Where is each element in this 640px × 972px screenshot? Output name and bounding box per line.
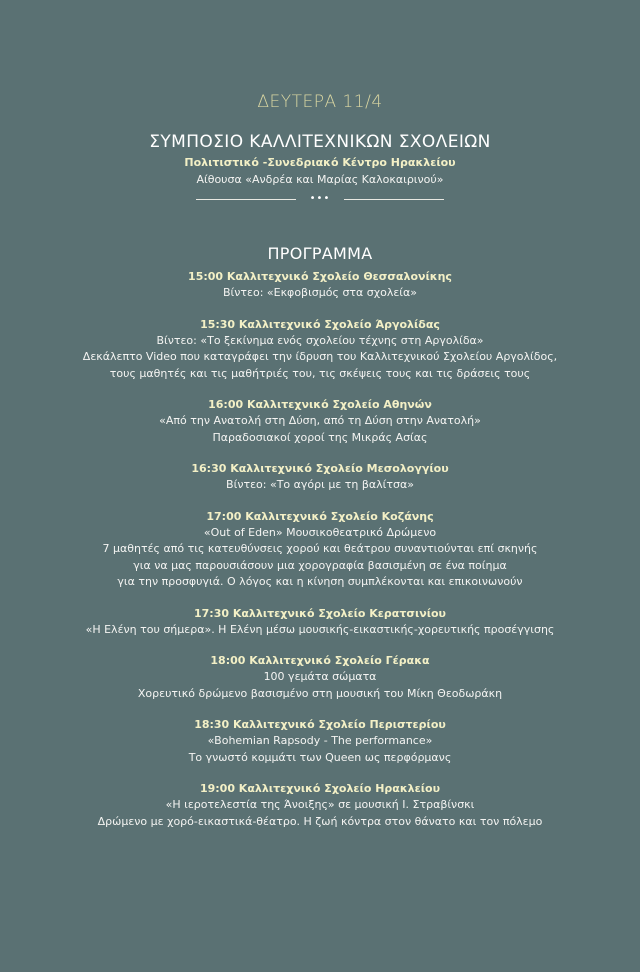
hall-name: Αίθουσα «Ανδρέα και Μαρίας Καλοκαιρινού» <box>196 173 444 186</box>
event-time-school: 17:30 Καλλιτεχνικό Σχολείο Κερατσινίου <box>194 606 446 620</box>
event-description: Το γνωστό κομμάτι των Queen ως περφόρμανς <box>188 750 452 764</box>
event-description: για να μας παρουσιάσουν μια χορογραφία βασισμένη σε ένα ποίημα <box>133 558 507 572</box>
program-event <box>0 460 640 494</box>
program-event <box>0 605 640 639</box>
event-description: «Bohemian Rapsody - The performance» <box>207 734 433 747</box>
event-description: 100 γεμάτα σώματα <box>263 670 377 683</box>
event-date: ΔΕΥΤΕΡΑ 11/4 <box>257 92 383 112</box>
divider-line-left <box>196 199 296 200</box>
event-description: Βίντεο: «Το ξεκίνημα ενός σχολείου τέχνης στη Αργολίδα» <box>156 333 484 347</box>
event-time-school: 15:30 Καλλιτεχνικό Σχολείο Άργολίδας <box>200 317 440 331</box>
program-event <box>0 652 640 702</box>
event-description: Χορευτικό δρώμενο βασισμένο στη μουσική του Μίκη Θεοδωράκη <box>137 686 503 700</box>
event-time-school: 19:00 Καλλιτεχνικό Σχολείο Ηρακλείου <box>199 782 441 795</box>
symposium-title: ΣΥΜΠΟΣΙΟ ΚΑΛΛΙΤΕΧΝΙΚΩΝ ΣΧΟΛΕΙΩΝ <box>149 132 491 152</box>
program-event <box>0 716 640 766</box>
event-time-school: 18:30 Καλλιτεχνικό Σχολείο Περιστερίου <box>194 718 446 731</box>
event-time-school: 18:00 Καλλιτεχνικό Σχολείο Γέρακα <box>210 654 430 667</box>
event-description: τους μαθητές και τις μαθήτριές του, τις σκέψεις τους και τις δράσεις τους <box>109 366 531 380</box>
event-time-school: 16:30 Καλλιτεχνικό Σχολείο Μεσολογγίου <box>191 462 449 475</box>
event-time-school: 17:00 Καλλιτεχνικό Σχολείο Κοζάνης <box>206 509 434 523</box>
program-event <box>0 396 640 446</box>
event-description: Δρώμενο με χορό-εικαστικά-θέατρο. Η ζωή κόντρα στον θάνατο και τον πόλεμο <box>97 814 543 828</box>
program-event <box>0 508 640 591</box>
program-title: ΠΡΟΓΡΑΜΜΑ <box>267 244 373 263</box>
event-description: Βίντεο: «Εκφοβισμός στα σχολεία» <box>222 286 417 299</box>
program-event <box>0 316 640 383</box>
event-description: «Η ιεροτελεστία της Άνοιξης» σε μουσική Ι. Στραβίνσκι <box>165 798 475 811</box>
program-event <box>0 268 640 302</box>
event-time-school: 15:00 Καλλιτεχνικό Σχολείο Θεσσαλονίκης <box>188 270 452 283</box>
event-description: 7 μαθητές από τις κατευθύνσεις χορού και θεάτρου συναντιούνται επί σκηνής <box>102 542 538 555</box>
program-events <box>0 268 640 844</box>
event-description: «Η Ελένη του σήμερα». Η Ελένη μέσω μουσικής-εικαστικής-χορευτικής προσέγγισης <box>85 622 555 636</box>
event-description: «Out of Eden» Μουσικοθεατρικό Δρώμενο <box>203 525 437 539</box>
event-time-school: 16:00 Καλλιτεχνικό Σχολείο Αθηνών <box>208 398 432 411</box>
dots-icon: ••• <box>309 193 331 204</box>
event-description: Βίντεο: «Το αγόρι με τη βαλίτσα» <box>226 478 414 491</box>
event-description: «Από την Ανατολή στη Δύση, από τη Δύση στην Ανατολή» <box>159 414 481 427</box>
ornament-divider <box>0 193 640 205</box>
divider-line-right <box>344 199 444 200</box>
event-description: Δεκάλεπτο Video που καταγράφει την ίδρυση του Καλλιτεχνικού Σχολείου Αργολίδος, <box>82 350 558 363</box>
program-event <box>0 780 640 830</box>
event-description: για την προσφυγιά. Ο λόγος και η κίνηση συμπλέκονται και επικοινωνούν <box>117 575 523 588</box>
venue-name: Πολιτιστικό -Συνεδριακό Κέντρο Ηρακλείου <box>184 156 456 169</box>
event-description: Παραδοσιακοί χοροί της Μικράς Ασίας <box>212 430 428 444</box>
